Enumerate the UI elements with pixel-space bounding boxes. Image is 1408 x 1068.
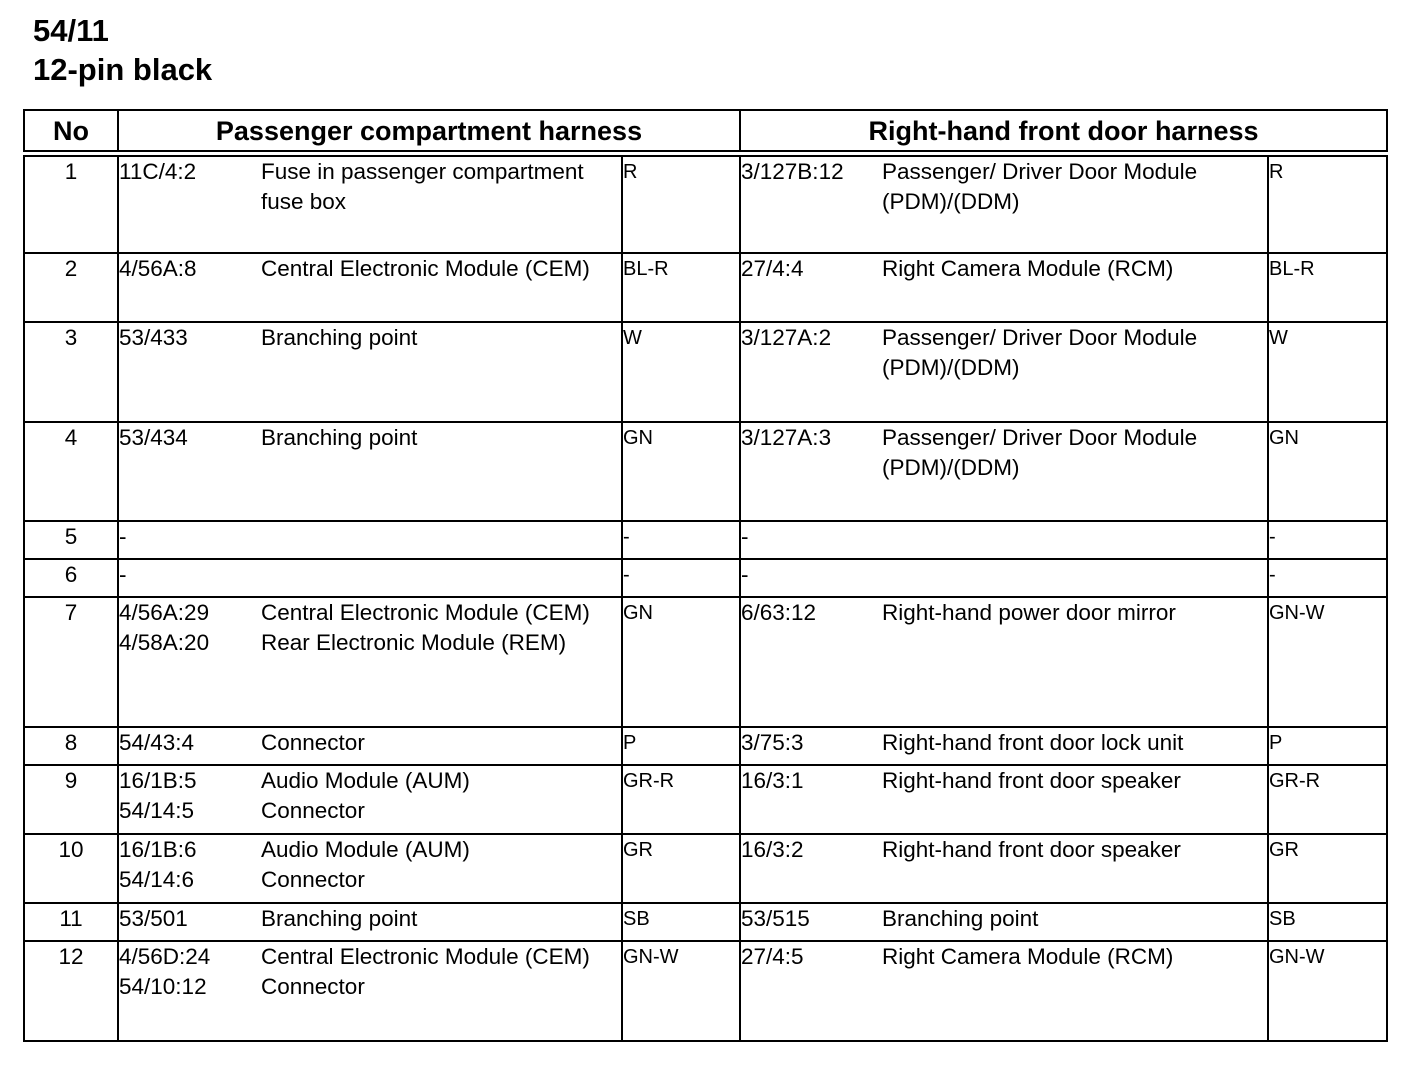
passenger-wire-color: BL-R (622, 253, 740, 322)
passenger-harness-description: Audio Module (AUM) (261, 836, 470, 862)
passenger-wire-color: GN (622, 597, 740, 727)
door-harness-ref: 27/4:5 (741, 943, 804, 969)
door-harness-entry (741, 157, 1267, 217)
passenger-harness-ref: 16/1B:6 (119, 836, 197, 862)
door-harness-entry (741, 728, 1267, 758)
door-harness-cell (740, 765, 1268, 834)
door-harness-cell (740, 521, 1268, 559)
passenger-harness-entry (119, 323, 621, 353)
door-harness-description: Right Camera Module (RCM) (882, 255, 1174, 281)
door-harness-description: Passenger/ Driver Door Module (PDM)/(DDM) (882, 324, 1198, 380)
passenger-wire-color: SB (622, 903, 740, 941)
passenger-wire-color: GN (622, 422, 740, 521)
door-harness-entry (741, 323, 1267, 383)
table-row (24, 834, 1387, 903)
table-header-row (24, 110, 1387, 154)
passenger-harness-ref: 54/10:12 (119, 973, 207, 999)
passenger-harness-ref: 53/434 (119, 424, 188, 450)
door-wire-color: - (1268, 521, 1387, 559)
passenger-wire-color: - (622, 521, 740, 559)
passenger-harness-ref: 54/14:5 (119, 797, 195, 823)
passenger-wire-color: - (622, 559, 740, 597)
door-harness-cell (740, 559, 1268, 597)
pin-number: 5 (24, 521, 118, 559)
door-harness-ref: 3/127A:3 (741, 424, 832, 450)
door-harness-entry (741, 835, 1267, 865)
passenger-wire-color: GR (622, 834, 740, 903)
door-harness-cell (740, 422, 1268, 521)
passenger-harness-cell (118, 727, 622, 765)
table-row (24, 903, 1387, 941)
door-harness-description: Passenger/ Driver Door Module (PDM)/(DDM) (882, 159, 1198, 214)
table-row (24, 727, 1387, 765)
door-harness-entry (741, 423, 1267, 483)
passenger-harness-description: Rear Electronic Module (REM) (261, 629, 567, 655)
passenger-harness-entry (119, 522, 621, 552)
door-harness-ref: - (741, 561, 749, 587)
pin-number: 8 (24, 727, 118, 765)
table-row (24, 322, 1387, 422)
pin-number: 6 (24, 559, 118, 597)
passenger-harness-entry (119, 157, 621, 217)
col-header-no: No (24, 110, 118, 154)
door-harness-ref: 53/515 (741, 905, 810, 931)
passenger-harness-description: Audio Module (AUM) (261, 767, 470, 793)
table-row (24, 597, 1387, 727)
passenger-harness-description: Connector (261, 729, 365, 755)
pin-number: 3 (24, 322, 118, 422)
pin-number: 7 (24, 597, 118, 727)
door-wire-color: W (1268, 322, 1387, 422)
door-harness-ref: 16/3:1 (741, 767, 804, 793)
table-row (24, 559, 1387, 597)
passenger-wire-color: W (622, 322, 740, 422)
pin-number: 11 (24, 903, 118, 941)
door-harness-cell (740, 597, 1268, 727)
door-harness-cell (740, 903, 1268, 941)
passenger-harness-description: Central Electronic Module (CEM) (261, 255, 590, 281)
door-harness-description: Passenger/ Driver Door Module (PDM)/(DDM) (882, 424, 1198, 480)
passenger-harness-entry (119, 598, 621, 628)
passenger-harness-cell (118, 941, 622, 1041)
col-header-door: Right-hand front door harness (740, 110, 1387, 154)
pin-number: 4 (24, 422, 118, 521)
passenger-harness-ref: 16/1B:5 (119, 767, 197, 793)
pin-number: 1 (24, 154, 118, 253)
door-harness-entry (741, 522, 1267, 552)
passenger-harness-description: Connector (261, 973, 365, 999)
passenger-harness-entry (119, 628, 621, 658)
door-wire-color: SB (1268, 903, 1387, 941)
passenger-wire-color: P (622, 727, 740, 765)
door-harness-ref: 16/3:2 (741, 836, 804, 862)
passenger-harness-cell (118, 834, 622, 903)
passenger-harness-ref: 4/56A:8 (119, 255, 197, 281)
passenger-harness-cell (118, 253, 622, 322)
table-row (24, 521, 1387, 559)
door-wire-color: GR (1268, 834, 1387, 903)
passenger-harness-description (261, 522, 621, 552)
passenger-harness-ref: - (119, 561, 127, 587)
door-harness-description: Right Camera Module (RCM) (882, 943, 1174, 969)
passenger-wire-color: GN-W (622, 941, 740, 1041)
table-row (24, 253, 1387, 322)
door-wire-color: R (1268, 154, 1387, 253)
door-harness-ref: 6/63:12 (741, 599, 817, 625)
passenger-harness-ref: 54/43:4 (119, 729, 195, 755)
door-harness-description: Branching point (882, 905, 1039, 931)
door-harness-description: Right-hand front door lock unit (882, 729, 1184, 755)
door-harness-entry (741, 254, 1267, 284)
door-harness-entry (741, 598, 1267, 628)
door-wire-color: BL-R (1268, 253, 1387, 322)
door-wire-color: GR-R (1268, 765, 1387, 834)
door-harness-entry (741, 766, 1267, 796)
door-harness-entry (741, 942, 1267, 972)
door-harness-cell (740, 322, 1268, 422)
passenger-harness-entry (119, 423, 621, 453)
door-wire-color: - (1268, 559, 1387, 597)
passenger-harness-ref: 53/433 (119, 324, 188, 350)
table-row (24, 765, 1387, 834)
passenger-harness-entry (119, 560, 621, 590)
passenger-harness-ref: 4/56A:29 (119, 599, 210, 625)
pin-number: 2 (24, 253, 118, 322)
pinout-table (23, 109, 1388, 1042)
door-harness-description: Right-hand power door mirror (882, 599, 1176, 625)
door-wire-color: P (1268, 727, 1387, 765)
door-harness-description: Right-hand front door speaker (882, 767, 1181, 793)
passenger-harness-description: Connector (261, 797, 365, 823)
table-row (24, 154, 1387, 253)
passenger-harness-cell (118, 765, 622, 834)
passenger-harness-ref: 53/501 (119, 905, 188, 931)
passenger-harness-entry (119, 865, 621, 895)
door-harness-ref: 3/127A:2 (741, 324, 832, 350)
door-harness-cell (740, 834, 1268, 903)
door-wire-color: GN-W (1268, 941, 1387, 1041)
door-harness-cell (740, 253, 1268, 322)
passenger-wire-color: R (622, 154, 740, 253)
passenger-harness-entry (119, 942, 621, 972)
pin-number: 9 (24, 765, 118, 834)
passenger-wire-color: GR-R (622, 765, 740, 834)
passenger-harness-entry (119, 796, 621, 826)
passenger-harness-ref: - (119, 523, 127, 549)
table-row (24, 422, 1387, 521)
door-harness-ref: 27/4:4 (741, 255, 804, 281)
door-wire-color: GN-W (1268, 597, 1387, 727)
passenger-harness-description: Connector (261, 866, 365, 892)
door-harness-ref: 3/75:3 (741, 729, 804, 755)
passenger-harness-entry (119, 904, 621, 934)
door-harness-entry (741, 904, 1267, 934)
passenger-harness-entry (119, 254, 621, 284)
door-harness-cell (740, 154, 1268, 253)
door-harness-description (882, 522, 1267, 552)
passenger-harness-description: Central Electronic Module (CEM) (261, 943, 590, 969)
table-row (24, 941, 1387, 1041)
passenger-harness-ref: 11C/4:2 (119, 159, 197, 184)
passenger-harness-cell (118, 521, 622, 559)
passenger-harness-cell (118, 597, 622, 727)
door-harness-ref: 3/127B:12 (741, 159, 844, 184)
door-harness-ref: - (741, 523, 749, 549)
connector-id-title: 54/11 (33, 13, 109, 48)
door-wire-color: GN (1268, 422, 1387, 521)
connector-type-title: 12-pin black (33, 52, 213, 87)
passenger-harness-description: Branching point (261, 424, 418, 450)
passenger-harness-description: Branching point (261, 324, 418, 350)
passenger-harness-entry (119, 728, 621, 758)
door-harness-description (882, 560, 1267, 590)
pin-number: 10 (24, 834, 118, 903)
door-harness-entry (741, 560, 1267, 590)
passenger-harness-description: Central Electronic Module (CEM) (261, 599, 590, 625)
passenger-harness-entry (119, 766, 621, 796)
passenger-harness-cell (118, 322, 622, 422)
passenger-harness-ref: 4/56D:24 (119, 943, 211, 969)
passenger-harness-description (261, 560, 621, 590)
passenger-harness-cell (118, 903, 622, 941)
passenger-harness-cell (118, 422, 622, 521)
passenger-harness-description: Fuse in passenger compartment fuse box (261, 159, 584, 214)
passenger-harness-cell (118, 559, 622, 597)
passenger-harness-ref: 4/58A:20 (119, 629, 210, 655)
passenger-harness-entry (119, 972, 621, 1002)
col-header-passenger: Passenger compartment harness (118, 110, 740, 154)
door-harness-cell (740, 727, 1268, 765)
passenger-harness-description: Branching point (261, 905, 418, 931)
door-harness-cell (740, 941, 1268, 1041)
passenger-harness-cell (118, 154, 622, 253)
pin-number: 12 (24, 941, 118, 1041)
passenger-harness-entry (119, 835, 621, 865)
door-harness-description: Right-hand front door speaker (882, 836, 1181, 862)
passenger-harness-ref: 54/14:6 (119, 866, 195, 892)
